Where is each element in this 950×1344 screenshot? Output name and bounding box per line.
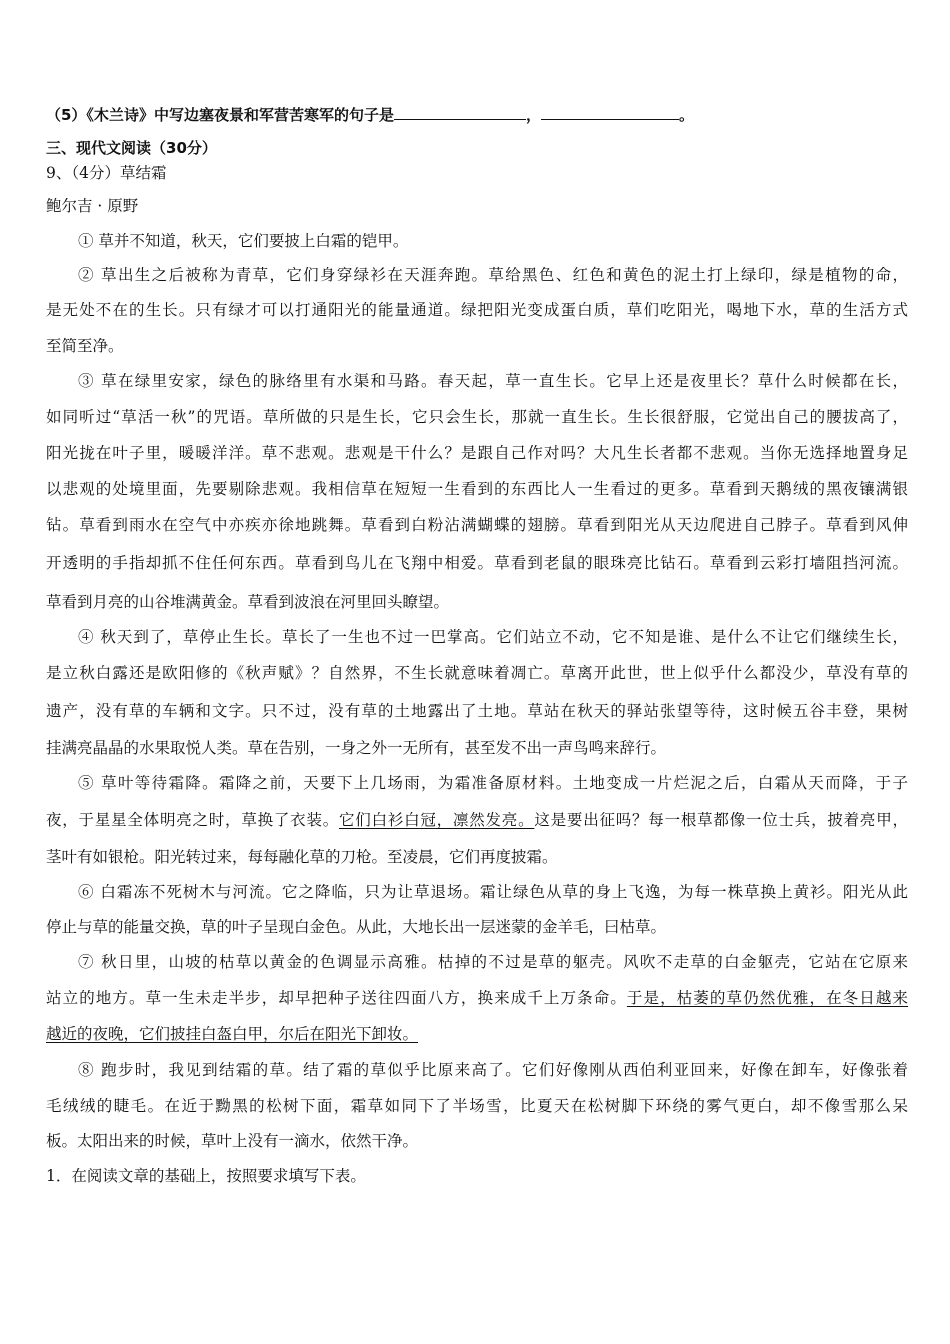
paragraph-4-line: 是立秋白露还是欧阳修的《秋声赋》？自然界，不生长就意味着凋亡。草离开此世，世上似乎什么都没少，草没有草的 [46, 664, 908, 682]
paragraph-3-line: ③ 草在绿里安家，绿色的脉络里有水渠和马路。春天起，草一直生长。它早上还是夜里长？草什么时候都在长， [78, 372, 908, 390]
answer-blank-1[interactable] [394, 104, 526, 120]
paragraph-3-line: 草看到月亮的山谷堆满黄金。草看到波浪在河里回头瞭望。 [46, 593, 450, 611]
underlined-sentence-2-cont: 越近的夜晚，它们披挂白盔白甲，尔后在阳光下卸妆。 [46, 1025, 419, 1043]
paragraph-1: ① 草并不知道，秋天，它们要披上白霜的铠甲。 [78, 232, 409, 250]
paragraph-6-line: ⑥ 白霜冻不死树木与河流。它之降临，只为让草退场。霜让绿色从草的身上飞逸，为每一株草换上黄衫。阳光从此 [78, 883, 908, 901]
answer-blank-2[interactable] [541, 104, 679, 120]
paragraph-3-line: 钻。草看到雨水在空气中亦疾亦徐地跳舞。草看到白粉沾满蝴蝶的翅膀。草看到阳光从天边爬进自己脖子。草看到风伸 [46, 516, 908, 534]
paragraph-2-line: 至简至净。 [46, 337, 124, 355]
paragraph-7-line [46, 988, 908, 1008]
paragraph-7-line: ⑦ 秋日里，山坡的枯草以黄金的色调显示高雅。枯掉的不过是草的躯壳。风吹不走草的白金躯壳，它站在它原来 [78, 953, 908, 971]
paragraph-5-line: ⑤ 草叶等待霜降。霜降之前，天要下上几场雨，为霜准备原材料。土地变成一片烂泥之后，白霜从天而降，于子 [78, 774, 908, 792]
paragraph-6-line: 停止与草的能量交换，草的叶子呈现白金色。从此，大地长出一层迷蒙的金羊毛，曰枯草。 [46, 918, 667, 936]
paragraph-3-line: 开透明的手指却抓不住任何东西。草看到鸟儿在飞翔中相爱。草看到老鼠的眼珠亮比钻石。草看到云彩打墙阻挡河流。 [46, 554, 908, 572]
task-1: 1．在阅读文章的基础上，按照要求填写下表。 [46, 1167, 366, 1185]
paragraph-8-line: 板。太阳出来的时候，草叶上没有一滴水，依然干净。 [46, 1132, 419, 1150]
paragraph-4-line: ④ 秋天到了，草停止生长。草长了一生也不过一巴掌高。它们站立不动，它不知是谁、是什么不让它们继续生长， [78, 628, 908, 646]
paragraph-5-line: 茎叶有如银枪。阳光转过来，每每融化草的刀枪。至凌晨，它们再度披霜。 [46, 848, 558, 866]
paragraph-8-line: 毛绒绒的睫毛。在近于黝黑的松树下面，霜草如同下了半场雪，比夏天在松树脚下环绕的雾气更白，却不像雪那么呆 [46, 1097, 908, 1115]
paragraph-3-line: 如同听过“草活一秋”的咒语。草所做的只是生长，它只会生长，那就一直生长。生长很舒服，它觉出自己的腰拔高了， [46, 408, 908, 426]
underlined-sentence-1: 它们白衫白冠，凛然发亮。 [339, 811, 535, 829]
question-5-separator: ， [525, 106, 541, 124]
paragraph-5-text: 夜，于星星全体明亮之时，草换了衣装。 [46, 811, 340, 829]
paragraph-8-line: ⑧ 跑步时，我见到结霜的草。结了霜的草似乎比原来高了。它们好像刚从西伯利亚回来，好像在卸车，好像张着 [78, 1061, 908, 1079]
paragraph-5-line [46, 810, 908, 830]
question-5-end: 。 [678, 106, 694, 124]
paragraph-5-text: 这是要出征吗？每一根草都像一位士兵，披着亮甲， [534, 811, 908, 829]
section-title: 三、现代文阅读（30分） [46, 139, 217, 157]
question-5-text: （5）《木兰诗》中写边塞夜景和军营苦寒军的句子是 [46, 106, 394, 124]
paragraph-3-line: 阳光拢在叶子里，暖暖洋洋。草不悲观。悲观是干什么？是跟自己作对吗？大凡生长者都不悲观。当你无选择地置身足 [46, 444, 908, 462]
paragraph-2-line: ② 草出生之后被称为青草，它们身穿绿衫在天涯奔跑。草给黑色、红色和黄色的泥土打上绿印，绿是植物的命， [78, 266, 908, 284]
question-9-header: 9、（4分）草结霜 [46, 164, 167, 182]
paragraph-4-line: 遗产，没有草的车辆和文字。只不过，没有草的土地露出了土地。草站在秋天的驿站张望等待，这时候五谷丰登，果树 [46, 702, 908, 720]
article-author: 鲍尔吉 · 原野 [46, 197, 139, 215]
paragraph-4-line: 挂满亮晶晶的水果取悦人类。草在告别，一身之外一无所有，甚至发不出一声鸟鸣来辞行。 [46, 739, 667, 757]
question-5 [46, 104, 908, 125]
paragraph-2-line: 是无处不在的生长。只有绿才可以打通阳光的能量通道。绿把阳光变成蛋白质，草们吃阳光，喝地下水，草的生活方式 [46, 301, 908, 319]
underlined-sentence-2: 于是，枯萎的草仍然优雅，在冬日越来 [626, 989, 908, 1007]
paragraph-7-text: 站立的地方。草一生未走半步，却早把种子送往四面八方，换来成千上万条命。 [46, 989, 627, 1007]
paragraph-3-line: 以悲观的处境里面，先要剔除悲观。我相信草在短短一生看到的东西比人一生看过的更多。草看到天鹅绒的黑夜镶满银 [46, 480, 908, 498]
paragraph-7-line [46, 1024, 908, 1044]
